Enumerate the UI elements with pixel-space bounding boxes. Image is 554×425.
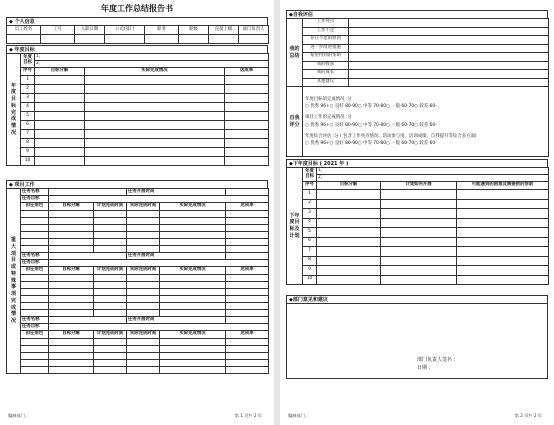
cell-rate-8[interactable] <box>225 139 269 148</box>
header-employee-name: 员工姓名 <box>7 26 41 35</box>
value-employee-id[interactable] <box>41 35 75 44</box>
col-role-2: 担任角色 <box>21 267 49 275</box>
col-plan-time-3: 计划完成时间 <box>94 331 127 339</box>
annual-goal-item-1[interactable]: 1、 <box>35 54 269 61</box>
value-task-goal-3[interactable] <box>49 324 269 331</box>
project-3-row[interactable] <box>7 353 269 360</box>
project-2-row[interactable] <box>7 296 269 303</box>
project-work-table <box>6 188 269 374</box>
cell-decomp-1[interactable] <box>35 76 85 85</box>
ny-cell-help-5[interactable] <box>457 228 549 238</box>
header-hire-date: 入职日期 <box>75 26 105 35</box>
col-actual-time-2: 实际完成时间 <box>127 267 160 275</box>
col-actual-3: 实际完成情况 <box>160 331 226 339</box>
ny-row-seq-4: 4 <box>303 218 317 228</box>
ny-cell-decomp-10[interactable] <box>317 275 381 285</box>
label-task-name-2: 任务名称 <box>21 253 49 260</box>
cell-decomp-10[interactable] <box>35 157 85 166</box>
row-seq-10: 10 <box>21 157 35 166</box>
score-2-scale[interactable]: ○ 优秀 96+○ 良好 80-90○ 中等 70-80○ 一般 60-70○ 较差 60- <box>305 122 437 128</box>
cell-rate-9[interactable] <box>225 148 269 157</box>
col-achievement-rate: 达成率 <box>225 68 269 76</box>
cell-actual-2[interactable] <box>85 85 225 94</box>
summary-item-2: 工作不足 <box>303 27 349 36</box>
summary-item-4: 进一步改进措施 <box>303 44 349 53</box>
project-2-row[interactable] <box>7 310 269 317</box>
score-1-scale[interactable]: ○ 优秀 96+○ 良好 80-90○ 中等 70-80○ 一般 60-70○ 较差 60- <box>305 104 437 110</box>
cell-actual-10[interactable] <box>85 157 225 166</box>
value-dept-head[interactable] <box>239 35 269 44</box>
page-2 <box>280 0 554 425</box>
value-rank[interactable] <box>179 35 209 44</box>
ny-cell-help-1[interactable] <box>457 190 549 200</box>
col-actual-time-1: 实际完成时间 <box>127 203 160 211</box>
cell-rate-2[interactable] <box>225 85 269 94</box>
col-plan-time-1: 计划完成时间 <box>94 203 127 211</box>
cell-rate-10[interactable] <box>225 157 269 166</box>
col-role-1: 担任角色 <box>21 203 49 211</box>
cell-decomp-7[interactable] <box>35 130 85 139</box>
summary-item-8: 其他建议 <box>303 78 349 87</box>
col-plan-time-2: 计划完成时间 <box>94 267 127 275</box>
cell-decomp-8[interactable] <box>35 139 85 148</box>
section-header-next-year: ◆下年度目标 ( 2021 年 ) <box>286 159 548 167</box>
col-rate-1: 达成率 <box>226 203 269 211</box>
section-header-personal: ◆ 个人信息 <box>6 17 268 25</box>
ny-cell-plan-5[interactable] <box>381 228 457 238</box>
summary-item-6: 我的收获 <box>303 61 349 70</box>
cell-actual-6[interactable] <box>85 121 225 130</box>
cell-decomp-4[interactable] <box>35 103 85 112</box>
next-year-goal-item-2[interactable]: 2、 <box>317 175 549 182</box>
project-1-row[interactable] <box>7 218 269 225</box>
next-year-side-label: 下年度目标及计划 <box>287 168 303 285</box>
cell-rate-6[interactable] <box>225 121 269 130</box>
cell-decomp-2[interactable] <box>35 85 85 94</box>
summary-value-2[interactable] <box>349 27 549 36</box>
annual-goals-section <box>6 45 268 166</box>
project-1-row[interactable] <box>7 246 269 253</box>
summary-value-1[interactable] <box>349 19 549 28</box>
my-summary-label: 我的总结 <box>287 19 303 87</box>
ny-cell-help-8[interactable] <box>457 256 549 266</box>
cell-rate-1[interactable] <box>225 76 269 85</box>
ny-cell-decomp-5[interactable] <box>317 228 381 238</box>
ny-row-seq-6: 6 <box>303 237 317 247</box>
project-1-row[interactable] <box>7 239 269 246</box>
project-3-row[interactable] <box>7 346 269 353</box>
summary-value-4[interactable] <box>349 44 549 53</box>
value-task-name-2[interactable] <box>49 253 127 260</box>
label-task-name-1: 任务名称 <box>21 189 49 196</box>
ny-col-plan: 计划如何开展 <box>381 182 457 190</box>
row-seq-6: 6 <box>21 121 35 130</box>
ny-cell-help-6[interactable] <box>457 237 549 247</box>
annual-goal-item-2[interactable]: 2、 <box>35 61 269 68</box>
value-task-name-3[interactable] <box>49 317 127 324</box>
row-seq-3: 3 <box>21 94 35 103</box>
value-task-start-3[interactable] <box>226 317 269 324</box>
project-3-row[interactable] <box>7 360 269 367</box>
cell-decomp-9[interactable] <box>35 148 85 157</box>
personal-info-section <box>6 17 268 44</box>
row-seq-8: 8 <box>21 139 35 148</box>
ny-col-decomp: 目标分解 <box>317 182 381 190</box>
page2-footer-dept: 编制部门 : <box>288 413 308 418</box>
label-task-goal-2: 任务目标 <box>21 260 49 267</box>
ny-cell-decomp-2[interactable] <box>317 199 381 209</box>
cell-decomp-3[interactable] <box>35 94 85 103</box>
annual-goals-side-label: 年度目标完成情况 <box>7 54 21 166</box>
ny-cell-decomp-1[interactable] <box>317 190 381 200</box>
col-decomp-3: 目标分解 <box>49 331 94 339</box>
project-3-row[interactable] <box>7 339 269 346</box>
ny-cell-help-3[interactable] <box>457 209 549 219</box>
ny-cell-decomp-8[interactable] <box>317 256 381 266</box>
summary-item-5: 希望得到的帮助 <box>303 53 349 62</box>
ny-cell-help-9[interactable] <box>457 266 549 276</box>
row-seq-1: 1 <box>21 76 35 85</box>
dept-feedback-section <box>286 295 548 379</box>
cell-actual-1[interactable] <box>85 76 225 85</box>
project-2-row[interactable] <box>7 289 269 296</box>
label-task-start-3: 任务开展时间 <box>127 317 226 324</box>
ny-cell-plan-2[interactable] <box>381 199 457 209</box>
row-seq-2: 2 <box>21 85 35 94</box>
cell-actual-8[interactable] <box>85 139 225 148</box>
ny-cell-plan-3[interactable] <box>381 209 457 219</box>
col-actual-time-3: 实际完成时间 <box>127 331 160 339</box>
header-dept-head: 部门负责人 <box>239 26 269 35</box>
ny-cell-help-10[interactable] <box>457 275 549 285</box>
cell-rate-5[interactable] <box>225 112 269 121</box>
label-task-name-3: 任务名称 <box>21 317 49 324</box>
header-employee-id: 工号 <box>41 26 75 35</box>
header-rank: 职级 <box>179 26 209 35</box>
ny-row-seq-9: 9 <box>303 266 317 276</box>
project-3-row[interactable] <box>7 367 269 374</box>
ny-cell-plan-10[interactable] <box>381 275 457 285</box>
project-1-row[interactable] <box>7 232 269 239</box>
cell-actual-9[interactable] <box>85 148 225 157</box>
ny-cell-plan-4[interactable] <box>381 218 457 228</box>
self-eval-table <box>286 18 549 157</box>
label-task-goal-3: 任务目标 <box>21 324 49 331</box>
summary-value-8[interactable] <box>349 78 549 87</box>
score-2-title: 项目工作的完成情况 :分 <box>305 115 352 121</box>
ny-cell-decomp-4[interactable] <box>317 218 381 228</box>
value-supervisor[interactable] <box>209 35 239 44</box>
summary-item-1: 工作亮点 <box>303 19 349 28</box>
cell-rate-4[interactable] <box>225 103 269 112</box>
cell-actual-7[interactable] <box>85 130 225 139</box>
document-title: 年度工作总结报告书 <box>101 4 173 13</box>
project-2-row[interactable] <box>7 275 269 282</box>
page2-footer-page: 第 2 页共 2 页 <box>514 413 542 418</box>
section-header-dept-feedback: ◆部门意见和建议 <box>286 295 548 303</box>
value-task-start-1[interactable] <box>226 189 269 196</box>
ny-row-seq-8: 8 <box>303 256 317 266</box>
ny-col-seq: 序号 <box>303 182 317 190</box>
ny-row-seq-3: 3 <box>303 209 317 219</box>
page1-footer-dept: 编制部门 : <box>8 413 28 418</box>
value-position[interactable] <box>145 35 179 44</box>
ny-cell-decomp-9[interactable] <box>317 266 381 276</box>
ny-cell-plan-6[interactable] <box>381 237 457 247</box>
dept-feedback-box[interactable] <box>286 303 548 379</box>
section-header-self-eval: ◆自我评估 <box>286 10 548 18</box>
ny-cell-plan-9[interactable] <box>381 266 457 276</box>
col-decomp-2: 目标分解 <box>49 267 94 275</box>
ny-cell-plan-8[interactable] <box>381 256 457 266</box>
next-year-section <box>286 159 548 285</box>
row-seq-5: 5 <box>21 112 35 121</box>
ny-row-seq-1: 1 <box>303 190 317 200</box>
ny-cell-help-2[interactable] <box>457 199 549 209</box>
self-score-block[interactable] <box>303 87 549 157</box>
next-year-goal-item-1[interactable]: 1、 <box>317 168 549 175</box>
cell-actual-5[interactable] <box>85 112 225 121</box>
project-2-row[interactable] <box>7 303 269 310</box>
header-supervisor: 直接上级 <box>209 26 239 35</box>
cell-actual-3[interactable] <box>85 94 225 103</box>
row-seq-7: 7 <box>21 130 35 139</box>
ny-cell-plan-1[interactable] <box>381 190 457 200</box>
value-hire-date[interactable] <box>75 35 105 44</box>
ny-row-seq-7: 7 <box>303 247 317 257</box>
ny-col-help: 可能遇到的困难及需提供的帮助 <box>457 182 549 190</box>
ny-row-seq-2: 2 <box>303 199 317 209</box>
cell-rate-7[interactable] <box>225 130 269 139</box>
summary-item-3: 存在不足的原因 <box>303 36 349 45</box>
col-decomp-1: 目标分解 <box>49 203 94 211</box>
cell-actual-4[interactable] <box>85 103 225 112</box>
ny-cell-help-4[interactable] <box>457 218 549 228</box>
cell-decomp-5[interactable] <box>35 112 85 121</box>
score-1-title: 年度目标的完成情况 :分 <box>305 97 352 103</box>
summary-item-7: 我的成长 <box>303 70 349 79</box>
value-task-start-2[interactable] <box>226 253 269 260</box>
next-year-table <box>286 167 549 285</box>
annual-goal-label: 年度目标 <box>21 54 35 68</box>
summary-value-3[interactable] <box>349 36 549 45</box>
summary-value-6[interactable] <box>349 61 549 70</box>
section-header-annual-goals: ◆ 年度目标 <box>6 45 268 53</box>
col-actual-completion: 实际完成情况 <box>85 68 225 76</box>
value-task-goal-2[interactable] <box>49 260 269 267</box>
next-year-goal-label: 年度目标 <box>303 168 317 182</box>
page1-footer-page: 第 1 页共 2 页 <box>234 413 262 418</box>
ny-row-seq-5: 5 <box>303 228 317 238</box>
projects-side-label: 重大项目或特殊事项完成情况 <box>7 189 21 374</box>
ny-cell-decomp-6[interactable] <box>317 237 381 247</box>
dept-feedback-date: 日期 : <box>417 365 431 371</box>
row-seq-9: 9 <box>21 148 35 157</box>
col-actual-1: 实际完成情况 <box>160 203 226 211</box>
personal-info-table <box>6 25 269 44</box>
ny-cell-plan-7[interactable] <box>381 247 457 257</box>
col-seq: 序号 <box>21 68 35 76</box>
summary-value-5[interactable] <box>349 53 549 62</box>
score-3-scale[interactable]: ○ 优秀 96+○ 良好 80-90○ 中等 70-80○ 一般 60-70○ 较差 60- <box>305 140 437 146</box>
score-3-title: 年度综合评估 :分 ( 包含工作亮点情况、活动参与度、培训成绩、自我提升等综合多方面) <box>305 133 477 139</box>
cell-decomp-6[interactable] <box>35 121 85 130</box>
page-1 <box>0 0 274 425</box>
header-position: 职务 <box>145 26 179 35</box>
header-company-dept: 公司/部门 <box>105 26 145 35</box>
ny-row-seq-10: 10 <box>303 275 317 285</box>
project-work-section <box>6 180 268 374</box>
value-task-goal-1[interactable] <box>49 196 269 203</box>
value-company-dept[interactable] <box>105 35 145 44</box>
ny-cell-help-7[interactable] <box>457 247 549 257</box>
self-score-label: 自我评分 <box>287 87 303 157</box>
summary-value-7[interactable] <box>349 70 549 79</box>
section-header-projects: ◆ 项目工作 <box>6 180 268 188</box>
label-task-start-1: 任务开展时间 <box>127 189 226 196</box>
label-task-start-2: 任务开展时间 <box>127 253 226 260</box>
col-role-3: 担任角色 <box>21 331 49 339</box>
annual-goals-table <box>6 53 269 166</box>
dept-head-signature: 部门负责人签名 : <box>417 357 456 363</box>
value-task-name-1[interactable] <box>49 189 127 196</box>
project-2-row[interactable] <box>7 282 269 289</box>
label-task-goal-1: 任务目标 <box>21 196 49 203</box>
col-rate-2: 达成率 <box>226 267 269 275</box>
value-employee-name[interactable] <box>7 35 41 44</box>
row-seq-4: 4 <box>21 103 35 112</box>
project-1-row[interactable] <box>7 211 269 218</box>
project-1-row[interactable] <box>7 225 269 232</box>
ny-cell-decomp-3[interactable] <box>317 209 381 219</box>
ny-cell-decomp-7[interactable] <box>317 247 381 257</box>
col-goal-decomposition: 目标分解 <box>35 68 85 76</box>
self-eval-section <box>286 10 548 157</box>
cell-rate-3[interactable] <box>225 94 269 103</box>
col-rate-3: 达成率 <box>226 331 269 339</box>
col-actual-2: 实际完成情况 <box>160 267 226 275</box>
